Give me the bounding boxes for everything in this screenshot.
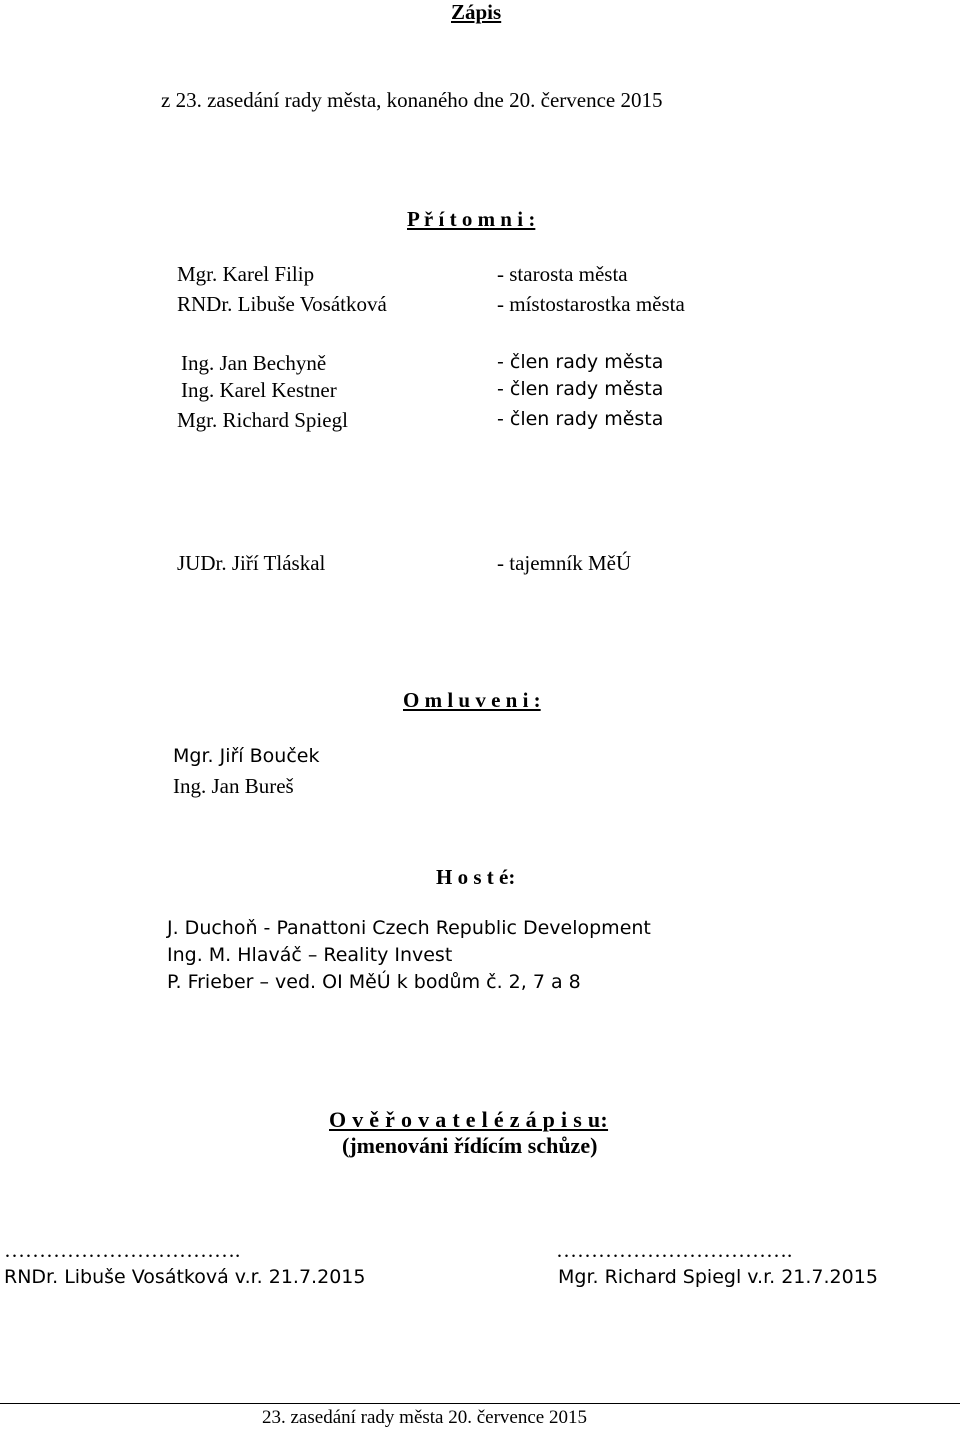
- excused-name: Ing. Jan Bureš: [173, 774, 294, 798]
- present-name: Mgr. Karel Filip: [177, 262, 315, 286]
- excused-heading: O m l u v e n i :: [403, 688, 541, 712]
- present-name: JUDr. Jiří Tláskal: [177, 551, 326, 575]
- present-role: - tajemník MěÚ: [497, 551, 632, 575]
- present-name: RNDr. Libuše Vosátková: [177, 292, 387, 316]
- signature-dots: …………………………….: [4, 1238, 241, 1262]
- excused-name: Mgr. Jiří Bouček: [173, 745, 320, 767]
- footer-rule: [0, 1403, 960, 1404]
- guest-line: P. Frieber – ved. OI MěÚ k bodům č. 2, 7 a 8: [167, 971, 581, 993]
- present-name: Mgr. Richard Spiegl: [177, 408, 348, 432]
- present-role: - starosta města: [497, 262, 628, 286]
- signature-name: Mgr. Richard Spiegl v.r. 21.7.2015: [558, 1266, 878, 1288]
- present-heading: P ř í t o m n i :: [407, 207, 536, 231]
- present-role: - místostarostka města: [497, 292, 685, 316]
- verifiers-heading: O v ě ř o v a t e l é z á p i s u:: [329, 1107, 609, 1132]
- signature-dots: …………………………….: [556, 1238, 793, 1262]
- verifiers-subheading: (jmenováni řídícím schůze): [342, 1133, 598, 1158]
- document-title: Zápis: [451, 0, 502, 24]
- present-role: - člen rady města: [497, 351, 664, 373]
- guest-line: Ing. M. Hlaváč – Reality Invest: [167, 944, 453, 966]
- present-name: Ing. Karel Kestner: [181, 378, 337, 402]
- present-role: - člen rady města: [497, 408, 664, 430]
- signature-name: RNDr. Libuše Vosátková v.r. 21.7.2015: [4, 1266, 366, 1288]
- guests-heading: H o s t é:: [436, 865, 516, 889]
- page-footer: 23. zasedání rady města 20. července 2015: [262, 1407, 587, 1428]
- document-subtitle: z 23. zasedání rady města, konaného dne 20. července 2015: [161, 88, 663, 112]
- present-name: Ing. Jan Bechyně: [181, 351, 327, 375]
- present-role: - člen rady města: [497, 378, 664, 400]
- guest-line: J. Duchoň - Panattoni Czech Republic Development: [167, 917, 651, 939]
